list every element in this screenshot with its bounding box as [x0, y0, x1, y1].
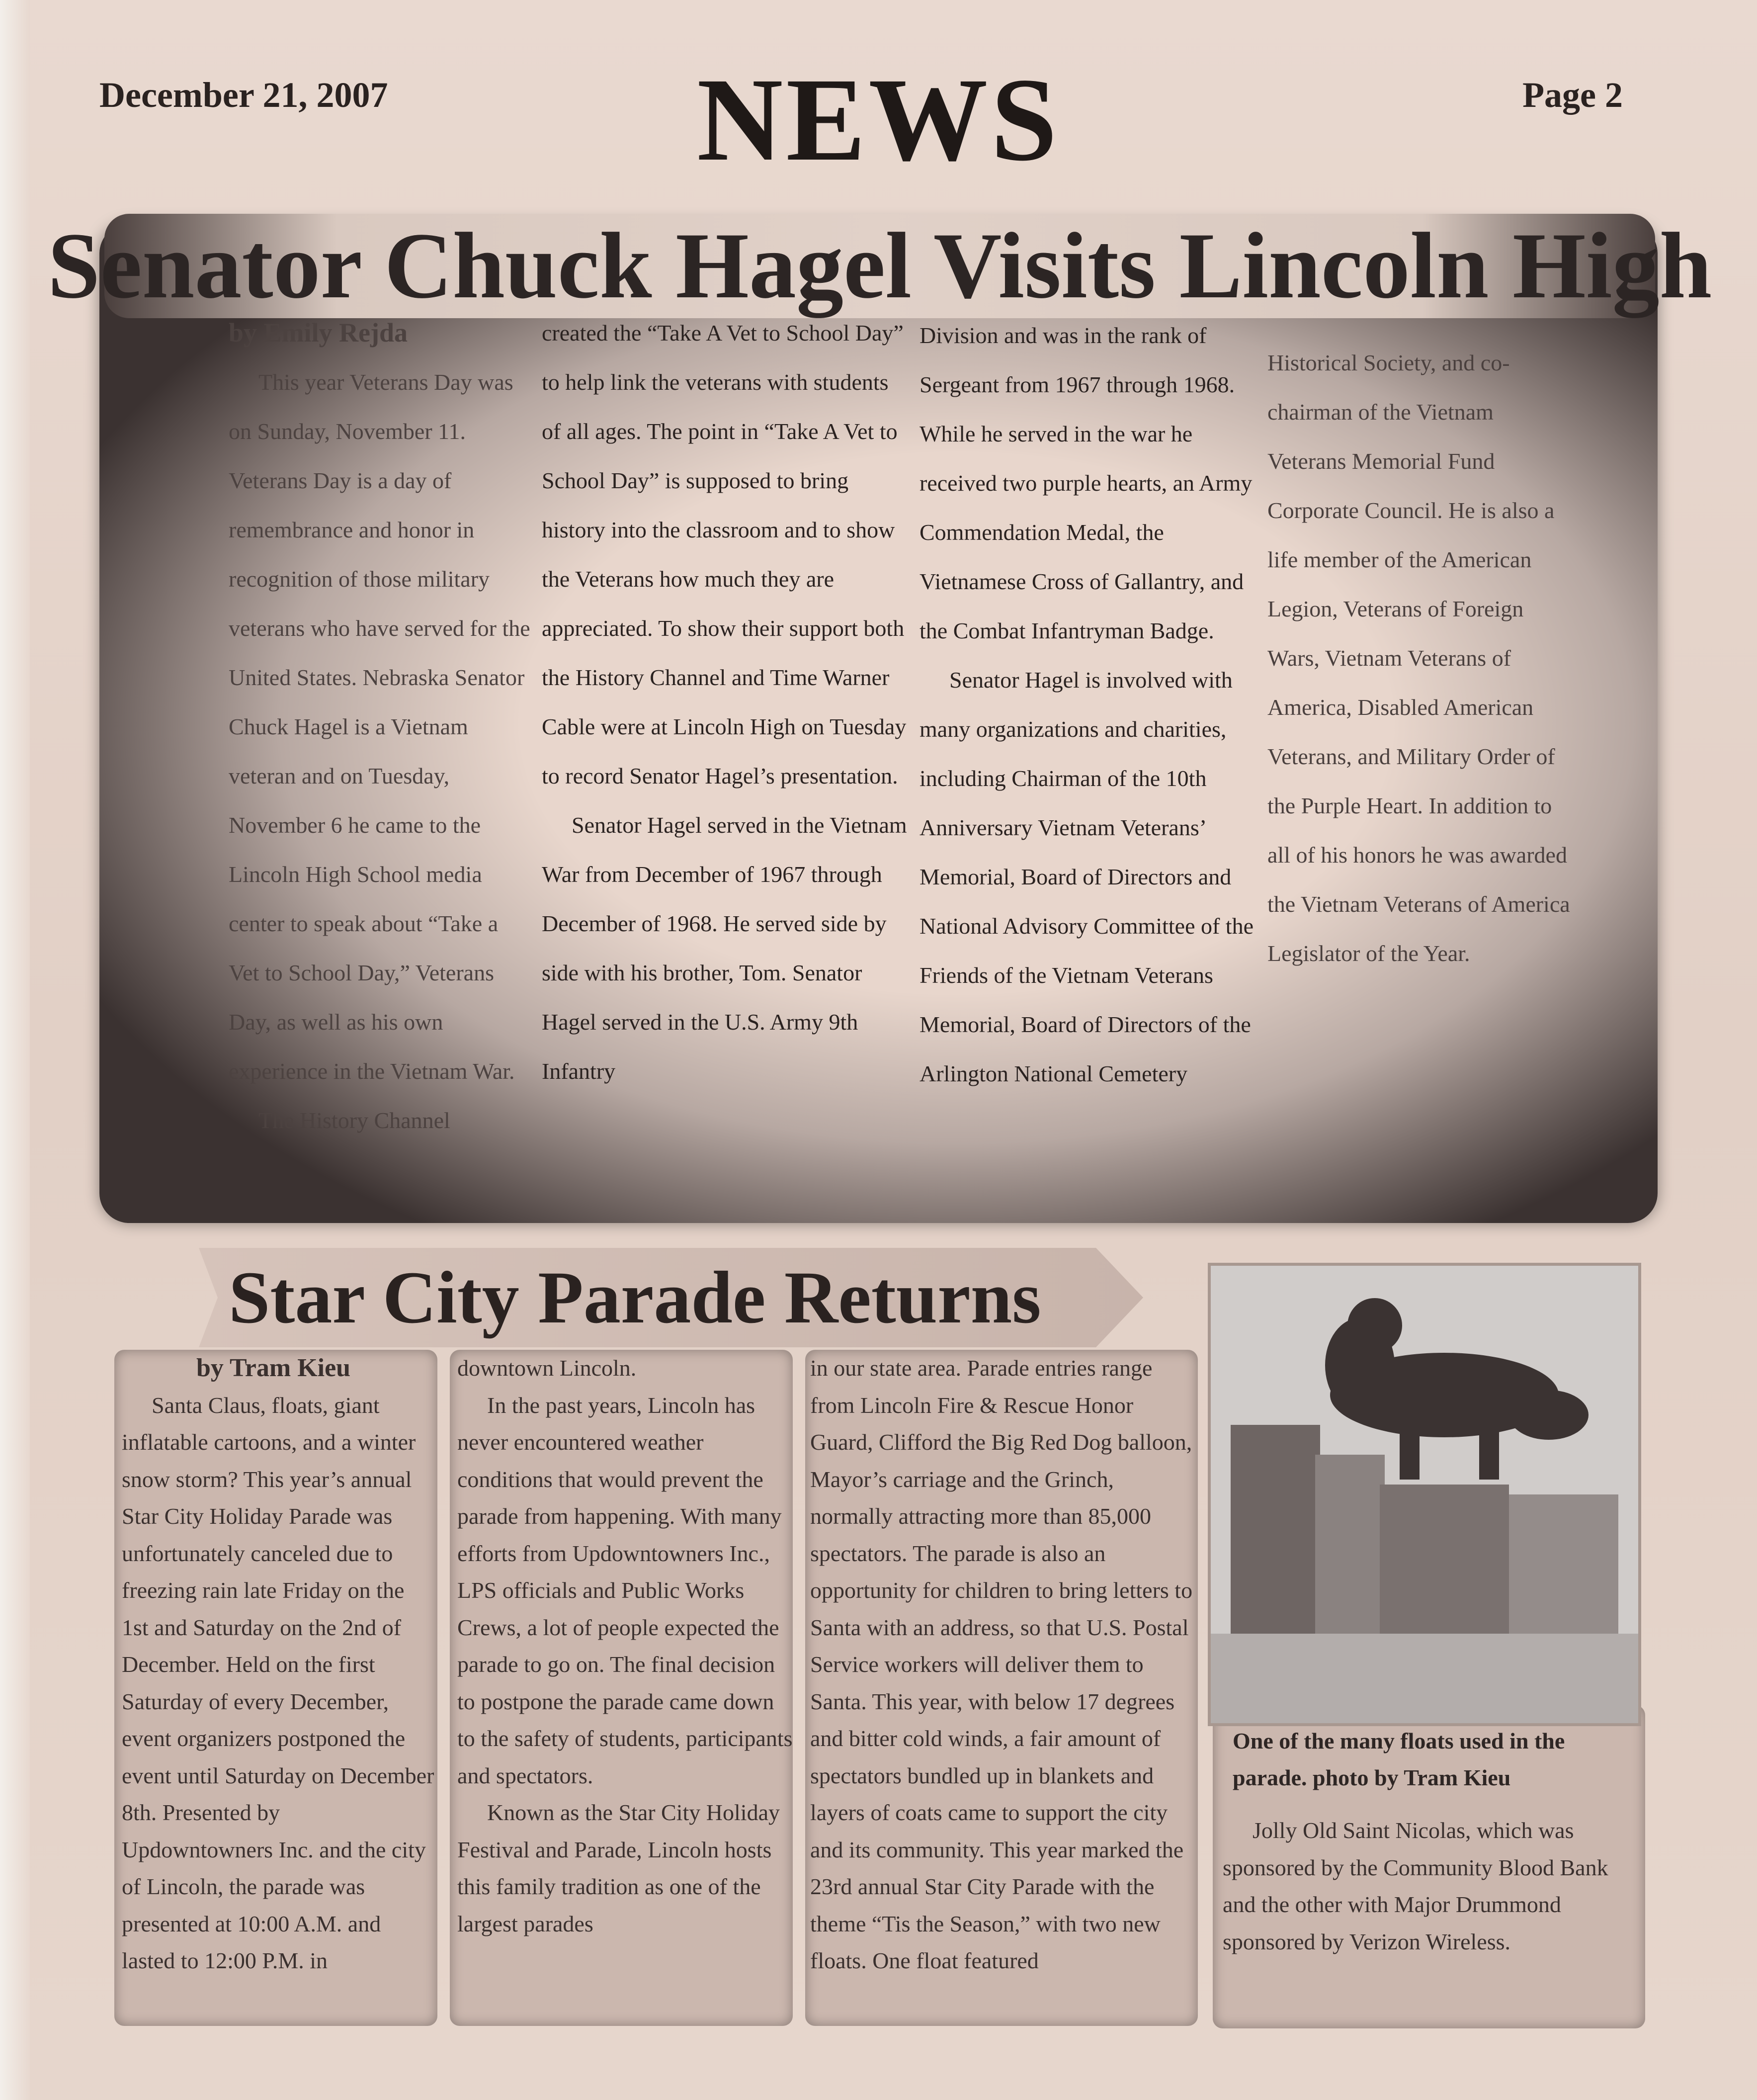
paragraph: Known as the Star City Holiday Festival and Parade, Lincoln hosts this family tradition as one of the largest parades: [457, 1800, 780, 1936]
article-parade-column-4: [1223, 1812, 1640, 1960]
paragraph: downtown Lincoln.: [457, 1355, 637, 1381]
article-hagel-byline: by Emily Rejda: [229, 318, 408, 348]
paragraph: in our state area. Parade entries range from Lincoln Fire & Rescue Honor Guard, Clifford the Big Red Dog balloon, Mayor’s carriage and the Grinch, normally attracting more than 85,000 spectators. The parade is also an opportunity for children to bring letters to Santa with an address, so that U.S. Postal Service workers will deliver them to Santa. This year, with below 17 degrees and bitter cold winds, a fair amount of spectators bundled up in blankets and layers of coats came to support the city and its community. This year marked the 23rd annual Star City Parade with the theme “Tis the Season,” with two new floats. One float featured: [810, 1355, 1193, 1973]
paragraph: Senator Hagel served in the Vietnam War from December of 1967 through December of 1968. He served side by side with his brother, Tom. Senator Hagel served in the U.S. Army 9th Infantry: [542, 812, 907, 1084]
article-parade-byline: by Tram Kieu: [196, 1354, 351, 1382]
article-parade-column-1: [122, 1350, 435, 1980]
article-hagel-headline: Senator Chuck Hagel Visits Lincoln High: [47, 214, 1712, 318]
paragraph: Historical Society, and co-chairman of the Vietnam Veterans Memorial Fund Corporate Council. He is also a life member of the American Legion, Veterans of Foreign Wars, Vietnam Veterans of America, Disabled American Veterans, and Military Order of the Purple Heart. In addition to all of his honors he was awarded the Vietnam Veterans of America Legislator of the Year.: [1267, 350, 1570, 966]
article-parade-headline: Star City Parade Returns: [229, 1256, 1041, 1339]
paragraph: Jolly Old Saint Nicolas, which was sponsored by the Community Blood Bank and the other with Major Drummond sponsored by Verizon Wireless.: [1223, 1818, 1608, 1954]
parade-balloon-photo: [1208, 1263, 1641, 1726]
paragraph: Division and was in the rank of Sergeant from 1967 through 1968. While he served in the war he received two purple hearts, an Army Commendation Medal, the Vietnamese Cross of Gallantry, and the Combat Infantryman Badge.: [920, 323, 1253, 643]
article-hagel-column-3: [920, 311, 1267, 1098]
paragraph: created the “Take A Vet to School Day” to help link the veterans with students of all ages. The point in “Take A Vet to School Day” is supposed to bring history into the classroom and to show the Veterans how much they are appreciated. To show their support both the History Channel and Time Warner Cable were at Lincoln High on Tuesday to record Senator Hagel’s presentation.: [542, 320, 907, 788]
article-parade-column-3: [810, 1350, 1198, 1980]
issue-date: December 21, 2007: [99, 75, 388, 115]
page-number: Page 2: [1522, 75, 1623, 115]
photo-caption: One of the many floats used in the parade. photo by Tram Kieu: [1233, 1728, 1565, 1790]
paragraph: Santa Claus, floats, giant inflatable cartoons, and a winter snow storm? This year’s annual Star City Holiday Parade was unfortunately canceled due to freezing rain late Friday on the 1st and Saturday on the 2nd of December. Held on the first Saturday of every December, event organizers postponed the event until Saturday on December 8th. Presented by Updowntowners Inc. and the city of Lincoln, the parade was presented at 10:00 A.M. and lasted to 12:00 P.M. in: [122, 1392, 434, 1973]
article-parade-column-2: [457, 1350, 795, 1942]
paragraph: This year Veterans Day was on Sunday, November 11. Veterans Day is a day of remembrance and honor in recognition of those military veterans who have served for the United States. Nebraska Senator Chuck Hagel is a Vietnam veteran and on Tuesday, November 6 he came to the Lincoln High School media center to speak about “Take a Vet to School Day,” Veterans Day, as well as his own experience in the Vietnam War.: [229, 369, 530, 1084]
section-masthead: NEWS: [697, 53, 1060, 185]
paragraph: The History Channel: [258, 1108, 450, 1133]
article-hagel-column-4: [1267, 338, 1576, 978]
paragraph: In the past years, Lincoln has never encountered weather conditions that would prevent the parade from happening. With many efforts from Updowntowners Inc., LPS officials and Public Works Crews, a lot of people expected the parade to go on. The final decision to postpone the parade came down to the safety of students, participants and spectators.: [457, 1392, 793, 1788]
paragraph: Senator Hagel is involved with many organizations and charities, including Chairman of the 10th Anniversary Vietnam Veterans’ Memorial, Board of Directors and National Advisory Committee of the Friends of the Vietnam Veterans Memorial, Board of Directors of the Arlington National Cemetery: [920, 667, 1254, 1086]
article-hagel-column-2: [542, 308, 910, 1096]
parade-photo-illustration: [1211, 1266, 1638, 1723]
article-hagel-column-1: [229, 308, 532, 1145]
page-edge: [0, 0, 30, 2100]
